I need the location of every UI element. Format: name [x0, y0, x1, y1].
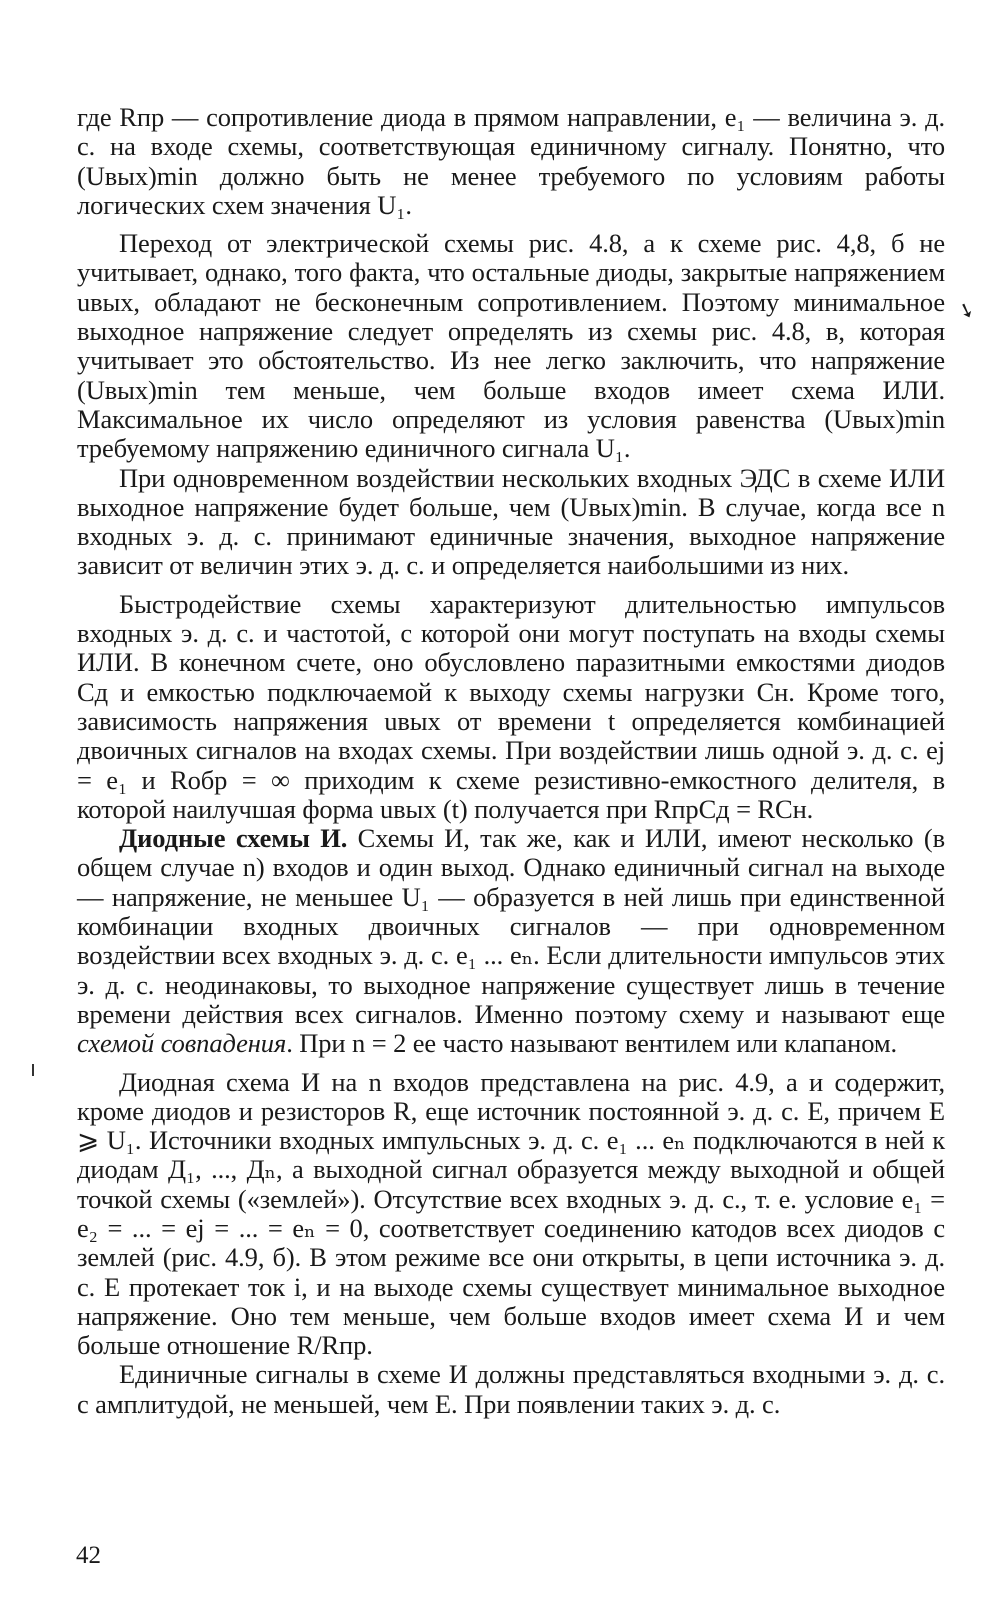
section-heading: Диодные схемы И. [119, 823, 348, 854]
margin-tick-mark [32, 1064, 34, 1076]
paragraph-7: Единичные сигналы в схеме И должны представляться входными э. д. с. с амплитудой, не меньшей, чем E. При появлении таких э. д. с. [77, 1359, 945, 1419]
paragraph-5-text: Схемы И, так же, как и ИЛИ, имеют несколько (в общем случае n) входов и один выход. Однако единичный сигнал на выходе — напряжение, не меньшее U₁ — образуется в ней лишь при единственной комбинации входных двоичных сигналов — при одновременном воздействии всех входных э. д. с. e₁ ... eₙ. Если длительности импульсов этих э. д. с. неодинаковы, то выходное напряжение существует лишь в течение времени действия всех сигналов. Именно поэтому схему и называют еще [77, 823, 945, 1029]
paragraph-5 [77, 824, 945, 1058]
emphasis-term: схемой совпадения [77, 1028, 287, 1059]
paragraph-1: где Rпр — сопротивление диода в прямом направлении, e₁ — величина э. д. с. на входе схемы, соответствующая единичному сигналу. Понятно, что (Uвых)min должно быть не менее требуемого по условиям работы логических схем значения U₁. [77, 102, 945, 220]
margin-arrow-icon: ➘ [954, 297, 978, 325]
paragraph-2: Переход от электрической схемы рис. 4.8, а к схеме рис. 4,8, б не учитывает, однако, того факта, что остальные диоды, закрытые напряжением uвых, обладают не бесконечным сопротивлением. Поэтому минимальное выходное напряжение следует определять из схемы рис. 4.8, в, которая учитывает это обстоятельство. Из нее легко заключить, что напряжение (Uвых)min тем меньше, чем больше входов имеет схема ИЛИ. Максимальное их число определяют из условия равенства (Uвых)min требуемому напряжению единичного сигнала U₁. [77, 228, 945, 464]
paragraph-3: При одновременном воздействии нескольких входных ЭДС в схеме ИЛИ выходное напряжение будет больше, чем (Uвых)min. В случае, когда все n входных э. д. с. принимают единичные значения, выходное напряжение зависит от величин этих э. д. с. и определяется наибольшими из них. [77, 462, 945, 581]
page-number: 42 [76, 1542, 101, 1569]
body-text [77, 103, 945, 1419]
paragraph-4: Быстродействие схемы характеризуют длительностью импульсов входных э. д. с. и частотой, с которой они могут поступать на входы схемы ИЛИ. В конечном счете, оно обусловлено паразитными емкостями диодов Cд и емкостью подключаемой к выходу схемы нагрузки Cн. Кроме того, зависимость напряжения uвых от времени t определяется комбинацией двоичных сигналов на входах схемы. При воздействии лишь одной э. д. с. ej = e₁ и Rобр = ∞ приходим к схеме резистивно-емкостного делителя, в которой наилучшая форма uвых (t) получается при RпрCд = RCн. [77, 588, 945, 824]
paragraph-6: Диодная схема И на n входов представлена на рис. 4.9, а и содержит, кроме диодов и резисторов R, еще источник постоянной э. д. с. E, причем E ⩾ U₁. Источники входных импульсных э. д. с. e₁ ... eₙ подключаются в ней к диодам Д₁, ..., Дₙ, а выходной сигнал образуется между выходной и общей точкой схемы («землей»). Отсутствие всех входных э. д. с., т. е. условие e₁ = e₂ = ... = ej = ... = eₙ = 0, соответствует соединению катодов всех диодов с землей (рис. 4.9, б). В этом режиме все они открыты, в цепи источника э. д. с. E протекает ток i, и на выходе схемы существует минимальное выходное напряжение. Оно тем меньше, чем больше входов имеет схема И и чем больше отношение R/Rпр. [77, 1066, 945, 1361]
paragraph-5-text-after: . При n = 2 ее часто называют вентилем или клапаном. [286, 1028, 898, 1059]
